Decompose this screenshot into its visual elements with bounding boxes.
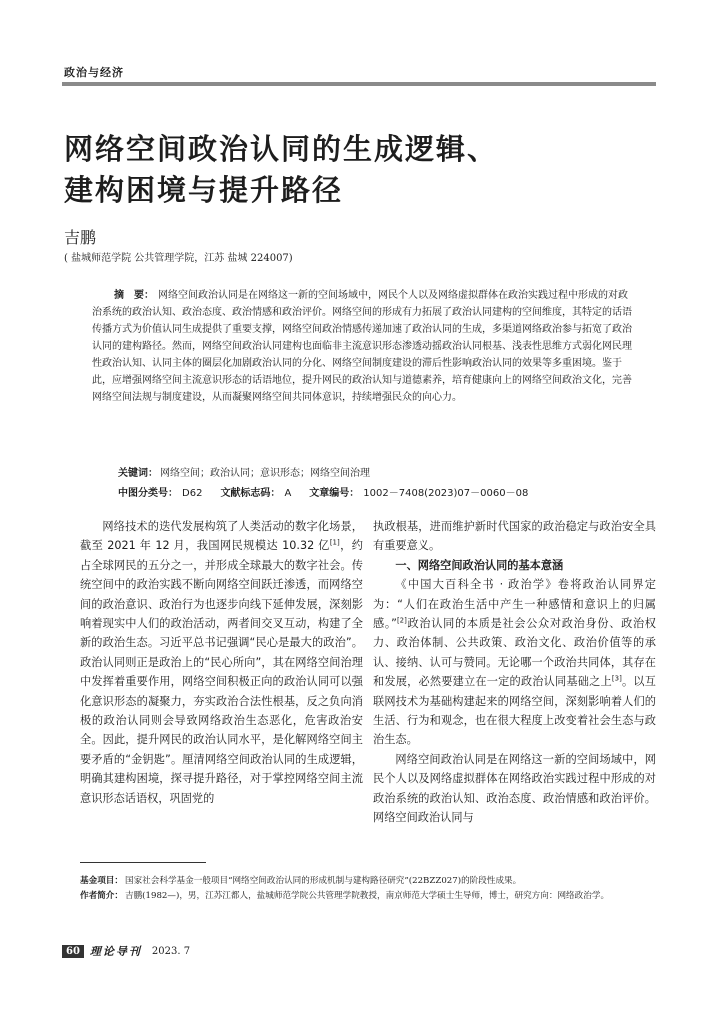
journal-name: 理论导刊 xyxy=(89,945,142,958)
footnote-rule xyxy=(80,862,206,863)
header-rule xyxy=(62,82,656,86)
body-paragraph: 执政根基，进而维护新时代国家的政治稳定与政治安全具有重要意义。 xyxy=(373,520,656,553)
clc-value: D62 xyxy=(182,488,203,499)
doc-code-value: A xyxy=(284,488,292,499)
keywords xyxy=(118,464,370,479)
body-paragraph: 网络技术的迭代发展构筑了人类活动的数字化场景，截至 2021 年 12 月，我国网民规模达 10.32 亿[1]，约占全球网民的五分之一，并形成全球最大的数字社会。传统空间中的政治实践不断向网络空间跃迁渗透，而网络空间的政治意识、政治行为也逐步向线下延伸发展，深刻影响着现实中人们的政治活动，两者间交叉互动，构建了全新的政治生态。习近平总书记强调“民心是最大的政治”。政治认同则正是政治上的“民心所向”，其在网络空间治理中发挥着重要作用，网络空间积极正向的政治认同可以强化意识形态的凝聚力，夯实政治合法性根基，反之负向消极的政治认同则会导致网络政治生态恶化，危害政治安全。因此，提升网民的政治认同水平，是化解网络空间主要矛盾的“金钥匙”。厘清网络空间政治认同的生成逻辑，明确其建构困境，探寻提升路径，对于掌控网络空间主流意识形态话语权，巩固党的 xyxy=(80,520,363,805)
title-line-2: 建构困境与提升路径 xyxy=(64,173,344,207)
fund-text: 国家社会科学基金一般项目“网络空间政治认同的形成机制与建构路径研究”(22BZZ027)的阶段性成果。 xyxy=(124,876,522,886)
body-paragraph: 《中国大百科全书 · 政治学》卷将政治认同界定为：“人们在政治生活中产生一种感情和意识上的归属感。”[2]政治认同的本质是社会公众对政治身份、政治权力、政治体制、公共政策、政治文化、政治价值等的承认、接纳、认可与赞同。无论哪一个政治共同体，其存在和发展，必然要建立在一定的政治认同基础之上[3]。以互联网技术为基础构建起来的网络空间，深刻影响着人们的生活、行为和观念，也在很大程度上改变着社会生态与政治生态。 xyxy=(373,578,656,747)
author-affiliation: ( 盐城师范学院 公共管理学院，江苏 盐城 224007) xyxy=(64,253,293,264)
author-bio-label: 作者简介： xyxy=(80,891,123,901)
keywords-text: 网络空间；政治认同；意识形态；网络空间治理 xyxy=(160,468,370,479)
abstract xyxy=(92,287,632,406)
fund-footnote xyxy=(80,874,660,889)
article-title xyxy=(64,129,498,211)
body-paragraph: 网络空间政治认同是在网络这一新的空间场域中，网民个人以及网络虚拟群体在网络政治实践过程中形成的对政治系统的政治认知、政治态度、政治情感和政治评价。网络空间政治认同与 xyxy=(373,752,656,825)
citation-ref: [2] xyxy=(396,616,407,625)
author-name: 吉鹏 xyxy=(64,228,97,247)
body-column-left xyxy=(80,517,363,808)
citation-ref: [3] xyxy=(611,674,622,683)
author-bio-text: 吉鹏(1982—)，男，江苏江都人，盐城师范学院公共管理学院教授，南京师范大学硕士生导师，博士，研究方向：网络政治学。 xyxy=(124,891,610,901)
page-number: 60 xyxy=(62,945,84,958)
classification-line xyxy=(118,484,528,499)
abstract-text: 网络空间政治认同是在网络这一新的空间场域中，网民个人以及网络虚拟群体在政治实践过程中形成的对政治系统的政治认知、政治态度、政治情感和政治评价。网络空间的形成有力拓展了政治认同建构的空间维度，其特定的话语传播方式为价值认同生成提供了重要支撑，网络空间政治情感传递加速了政治认同的生成，多渠道网络政治参与拓宽了政治认同的建构路径。然而，网络空间政治认同建构也面临非主流意识形态渗透动摇政治认同根基、浅表性思维方式弱化网民理性政治认知、认同主体的圈层化加剧政治认同的分化、网络空间制度建设的滞后性影响政治认同的效果等多重困境。鉴于此，应增强网络空间主流意识形态的话语地位，提升网民的政治认知与道德素养，培育健康向上的网络空间政治文化，完善网络空间法规与制度建设，从而凝聚网络空间共同体意识，持续增强民众的向心力。 xyxy=(92,290,632,403)
clc-label: 中图分类号： xyxy=(118,488,178,499)
keywords-label: 关键词： xyxy=(118,468,158,479)
page-footer xyxy=(62,942,190,960)
body-column-right xyxy=(373,517,656,828)
author-footnote xyxy=(80,889,660,904)
citation-ref: [1] xyxy=(329,538,340,547)
doc-code-label: 文献标志码： xyxy=(220,488,281,499)
fund-label: 基金项目： xyxy=(80,876,123,886)
article-no-value: 1002－7408(2023)07－0060－08 xyxy=(363,488,529,499)
article-no-label: 文章编号： xyxy=(309,488,360,499)
title-line-1: 网络空间政治认同的生成逻辑、 xyxy=(64,132,499,166)
section-heading: 一、网络空间政治认同的基本意涵 xyxy=(395,558,564,572)
section-tag: 政治与经济 xyxy=(64,66,124,79)
journal-issue: 2023. 7 xyxy=(151,945,191,957)
abstract-label: 摘 要： xyxy=(114,290,154,301)
